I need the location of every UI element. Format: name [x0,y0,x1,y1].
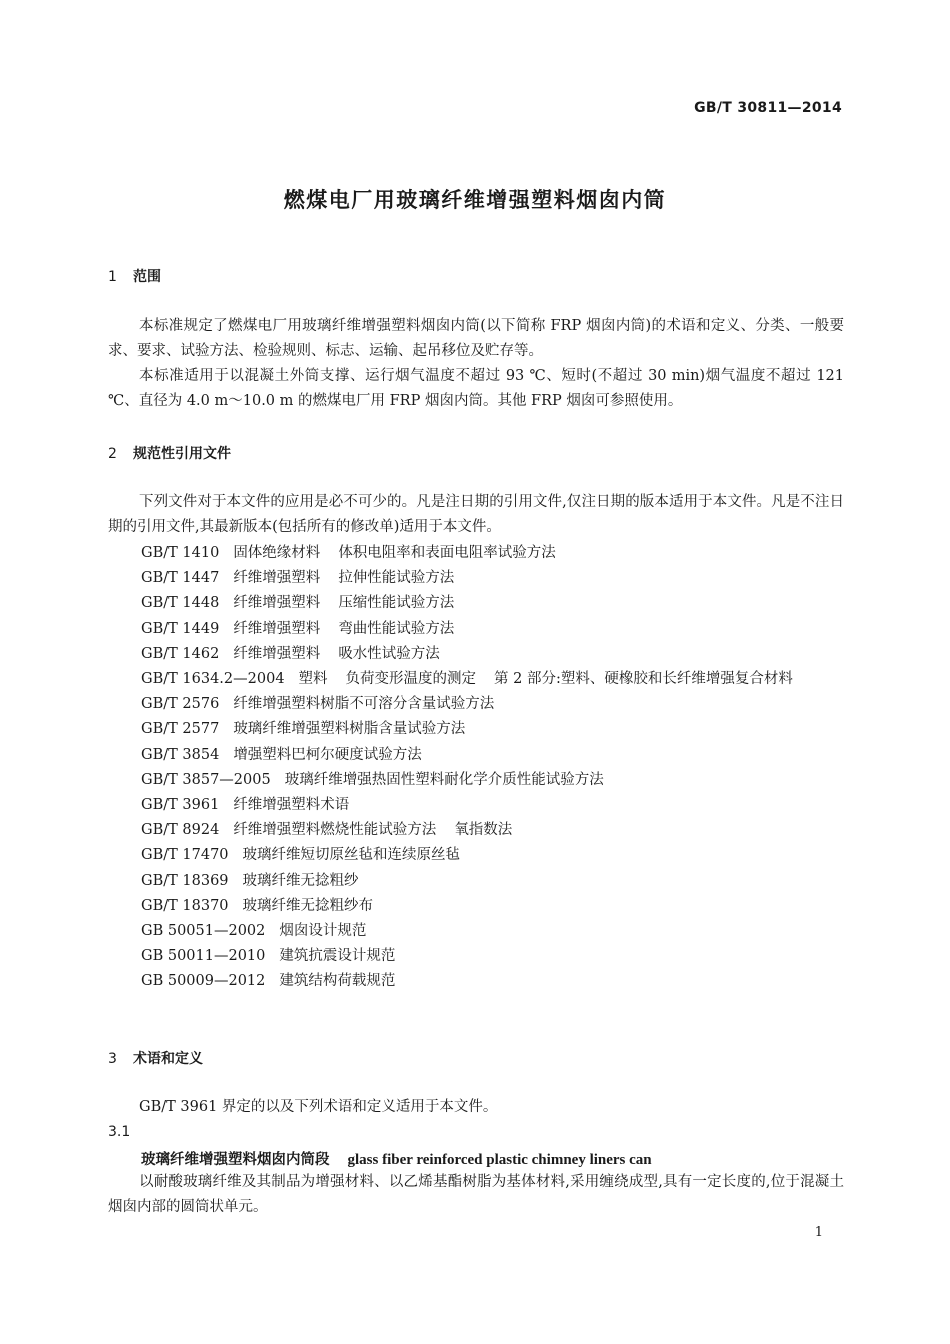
reference-code: GB 50011—2010 [141,948,266,965]
reference-list [108,541,844,995]
reference-item [108,642,844,667]
reference-code: GB/T 1447 [141,570,220,587]
reference-code: GB/T 3857—2005 [141,771,271,788]
reference-subtitle: 拉伸性能试验方法 [338,570,455,587]
reference-code: GB/T 3854 [141,746,220,763]
reference-title: 纤维增强塑料 [233,570,321,587]
reference-title: 纤维增强塑料 [233,645,321,662]
reference-item [108,717,844,742]
reference-title: 纤维增强塑料术语 [233,797,350,814]
reference-title: 玻璃纤维增强热固性塑料耐化学介质性能试验方法 [284,771,604,788]
reference-item [108,818,844,843]
reference-title: 增强塑料巴柯尔硬度试验方法 [233,746,422,763]
reference-title: 玻璃纤维无捻粗纱布 [242,897,374,914]
reference-code: GB 50009—2012 [141,973,266,990]
reference-subtitle: 压缩性能试验方法 [338,595,455,612]
reference-item [108,894,844,919]
reference-subtitle: 吸水性试验方法 [338,645,440,662]
reference-item [108,944,844,969]
reference-item [108,843,844,868]
term-entry [141,1148,652,1169]
reference-title: 建筑抗震设计规范 [279,948,396,965]
reference-title: 建筑结构荷载规范 [279,973,396,990]
reference-title: 烟囱设计规范 [279,923,367,940]
page-number: 1 [814,1225,823,1240]
section-title: 规范性引用文件 [133,446,231,462]
section-title: 术语和定义 [133,1051,203,1067]
reference-code: GB/T 18370 [141,897,229,914]
reference-item [108,793,844,818]
reference-title: 玻璃纤维短切原丝毡和连续原丝毡 [242,847,461,864]
reference-title: 纤维增强塑料燃烧性能试验方法 [233,822,437,839]
section-2-heading [108,443,231,463]
references-intro: 下列文件对于本文件的应用是必不可少的。凡是注日期的引用文件,仅注日期的版本适用于本文件。凡是不注日期的引用文件,其最新版本(包括所有的修改单)适用于本文件。 [108,494,844,535]
reference-code: GB/T 17470 [141,847,229,864]
reference-code: GB/T 1448 [141,595,220,612]
clause-number: 3.1 [108,1124,131,1140]
term-definition: 以耐酸玻璃纤维及其制品为增强材料、以乙烯基酯树脂为基体材料,采用缠绕成型,具有一定长度的,位于混凝土烟囱内部的圆筒状单元。 [108,1174,844,1215]
section-1-heading [108,266,161,286]
reference-code: GB/T 3961 [141,797,220,814]
reference-code: GB/T 1410 [141,545,220,561]
reference-title: 纤维增强塑料树脂不可溶分含量试验方法 [233,696,495,713]
reference-title: 玻璃纤维增强塑料树脂含量试验方法 [233,721,466,738]
reference-code: GB/T 1449 [141,620,220,637]
reference-item [108,869,844,894]
reference-item [108,566,844,591]
reference-code: GB/T 2577 [141,721,220,738]
reference-code: GB 50051—2002 [141,923,266,940]
terms-intro: GB/T 3961 界定的以及下列术语和定义适用于本文件。 [139,1099,498,1115]
reference-item [108,591,844,616]
document-title: 燃煤电厂用玻璃纤维增强塑料烟囱内筒 [283,188,667,212]
reference-subtitle: 体积电阻率和表面电阻率试验方法 [338,545,556,561]
reference-item [108,667,844,692]
reference-title: 纤维增强塑料 [233,595,321,612]
reference-item [108,768,844,793]
reference-item [108,692,844,717]
section-title: 范围 [133,269,161,285]
term-chinese: 玻璃纤维增强塑料烟囱内筒段 [141,1152,330,1168]
reference-title: 玻璃纤维无捻粗纱 [242,872,359,889]
reference-title: 塑料 [298,671,328,688]
section-number: 1 [108,269,117,285]
reference-code: GB/T 2576 [141,696,220,713]
reference-title: 固体绝缘材料 [233,545,321,561]
scope-paragraph-1: 本标准规定了燃煤电厂用玻璃纤维增强塑料烟囱内筒(以下简称 FRP 烟囱内筒)的术语和定义、分类、一般要求、要求、试验方法、检验规则、标志、运输、起吊移位及贮存等。 [108,318,844,359]
reference-item [108,919,844,944]
reference-item [108,541,844,566]
section-number: 2 [108,446,117,462]
reference-code: GB/T 18369 [141,872,229,889]
reference-code: GB/T 8924 [141,822,220,839]
reference-item [108,969,844,994]
reference-item [108,617,844,642]
reference-subtitle: 负荷变形温度的测定 [345,671,477,688]
reference-title: 纤维增强塑料 [233,620,321,637]
reference-item [108,743,844,768]
reference-subtitle: 弯曲性能试验方法 [338,620,455,637]
reference-part: 第 2 部分:塑料、硬橡胶和长纤维增强复合材料 [494,671,793,688]
reference-code: GB/T 1634.2—2004 [141,671,285,688]
term-english: glass fiber reinforced plastic chimney liners can [347,1152,652,1168]
section-number: 3 [108,1051,117,1067]
reference-code: GB/T 1462 [141,645,220,662]
reference-subtitle: 氧指数法 [454,822,513,839]
section-3-heading [108,1048,203,1068]
standard-number: GB/T 30811—2014 [694,100,842,116]
scope-paragraph-2: 本标准适用于以混凝土外筒支撑、运行烟气温度不超过 93 ℃、短时(不超过 30 min)烟气温度不超过 121 ℃、直径为 4.0 m～10.0 m 的燃煤电厂用 FRP 烟囱内筒。其他 FRP 烟囱可参照使用。 [108,368,844,409]
